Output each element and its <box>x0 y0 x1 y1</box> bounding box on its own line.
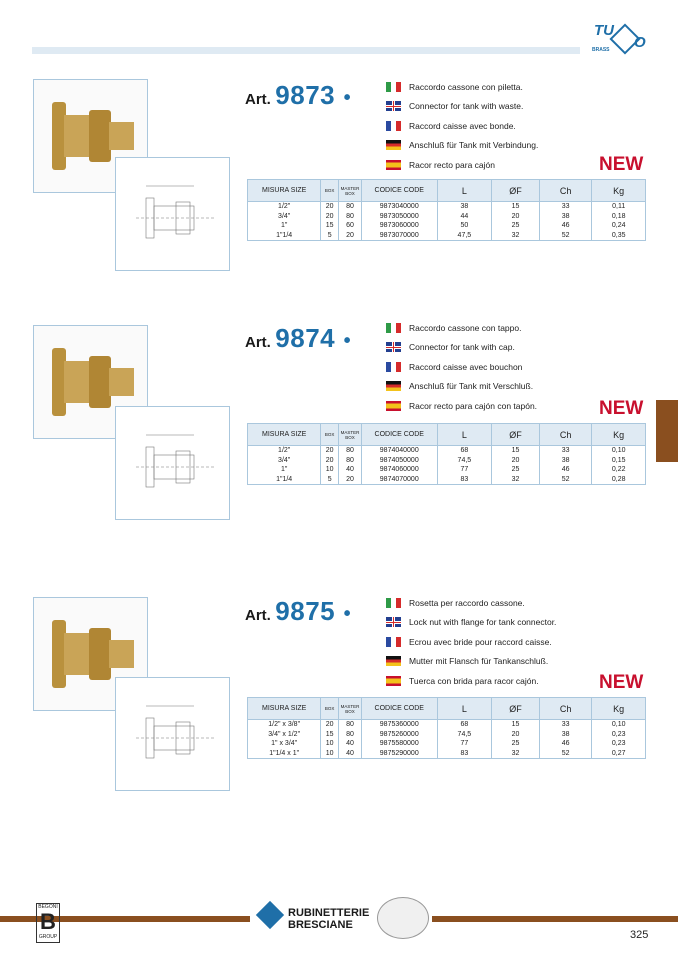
column-header: MASTER BOX <box>339 698 362 720</box>
table-row <box>248 456 646 466</box>
column-header: Ch <box>539 698 592 720</box>
table-cell: 9874070000 <box>361 475 437 485</box>
column-header: MISURA SIZE <box>248 424 321 446</box>
gb-flag-icon <box>386 617 401 627</box>
table-row <box>248 749 646 759</box>
table-cell: 52 <box>539 475 592 485</box>
table-cell: 0,24 <box>592 221 646 231</box>
table-cell: 60 <box>339 221 362 231</box>
table-cell: 33 <box>539 202 592 212</box>
table-cell: 1/2" <box>248 202 321 212</box>
company-diamond-icon <box>256 901 284 929</box>
description-item <box>386 77 616 97</box>
description-text: Anschluß für Tank mit Verbindung. <box>409 140 539 151</box>
article-label: Art. <box>245 334 271 351</box>
table-row <box>248 202 646 212</box>
description-text: Racor recto para cajón con tapón. <box>409 400 538 411</box>
column-header: Ch <box>539 424 592 446</box>
table-cell: 1" <box>248 221 321 231</box>
table-cell: 3/4" <box>248 456 321 466</box>
description-item <box>386 116 616 136</box>
description-text: Rosetta per raccordo cassone. <box>409 597 525 608</box>
iso-certification-seal <box>377 897 429 939</box>
table-cell: 0,22 <box>592 465 646 475</box>
column-header: BOX <box>321 698 339 720</box>
table-cell: 52 <box>539 749 592 759</box>
header-bar <box>32 47 580 54</box>
table-cell: 15 <box>492 202 540 212</box>
table-cell: 44 <box>437 212 492 222</box>
column-header: BOX <box>321 424 339 446</box>
table-cell: 74,5 <box>437 456 492 466</box>
table-cell: 20 <box>321 456 339 466</box>
column-header: Kg <box>592 698 646 720</box>
logo-o: O <box>634 34 646 51</box>
it-flag-icon <box>386 82 401 92</box>
table-cell: 1/2" x 3/8" <box>248 720 321 730</box>
table-cell: 68 <box>437 446 492 456</box>
bullet-dot: • <box>343 87 351 109</box>
column-header: BOX <box>321 180 339 202</box>
article-label: Art. <box>245 91 271 108</box>
table-cell: 9873040000 <box>361 202 437 212</box>
description-text: Ecrou avec bride pour raccord caisse. <box>409 636 552 647</box>
column-header: CODICE CODE <box>361 424 437 446</box>
table-cell: 9875360000 <box>361 720 437 730</box>
description-item <box>386 593 616 613</box>
new-badge: NEW <box>599 398 644 419</box>
article-title <box>245 323 351 354</box>
table-row <box>248 221 646 231</box>
group-logo-bottom: GROUP <box>38 934 58 940</box>
column-header: MISURA SIZE <box>248 698 321 720</box>
table-row <box>248 475 646 485</box>
table-cell: 9875290000 <box>361 749 437 759</box>
new-badge: NEW <box>599 672 644 693</box>
description-text: Connector for tank with cap. <box>409 342 515 353</box>
spec-table <box>247 179 646 241</box>
table-row <box>248 212 646 222</box>
table-cell: 9875260000 <box>361 730 437 740</box>
es-flag-icon <box>386 401 401 411</box>
table-cell: 10 <box>321 465 339 475</box>
column-header: MASTER BOX <box>339 180 362 202</box>
table-cell: 0,10 <box>592 446 646 456</box>
table-cell: 83 <box>437 475 492 485</box>
technical-drawing <box>115 406 230 520</box>
column-header: ØF <box>492 424 540 446</box>
table-cell: 0,23 <box>592 730 646 740</box>
column-header: ØF <box>492 180 540 202</box>
column-header: CODICE CODE <box>361 180 437 202</box>
column-header: Kg <box>592 180 646 202</box>
column-header: L <box>437 180 492 202</box>
table-cell: 1" <box>248 465 321 475</box>
table-cell: 9874060000 <box>361 465 437 475</box>
technical-drawing <box>115 157 230 271</box>
gb-flag-icon <box>386 101 401 111</box>
description-item <box>386 632 616 652</box>
table-cell: 33 <box>539 446 592 456</box>
table-cell: 32 <box>492 749 540 759</box>
table-cell: 5 <box>321 475 339 485</box>
de-flag-icon <box>386 656 401 666</box>
table-cell: 20 <box>339 475 362 485</box>
table-cell: 1"1/4 x 1" <box>248 749 321 759</box>
table-cell: 68 <box>437 720 492 730</box>
table-cell: 80 <box>339 730 362 740</box>
column-header: MISURA SIZE <box>248 180 321 202</box>
table-cell: 80 <box>339 202 362 212</box>
table-cell: 3/4" <box>248 212 321 222</box>
table-row <box>248 231 646 241</box>
table-cell: 50 <box>437 221 492 231</box>
technical-drawing <box>115 677 230 791</box>
page-number: 325 <box>630 929 649 941</box>
table-cell: 40 <box>339 465 362 475</box>
table-cell: 77 <box>437 739 492 749</box>
description-text: Racor recto para cajón <box>409 159 495 170</box>
logo-tu: TU <box>594 22 614 39</box>
table-cell: 20 <box>492 456 540 466</box>
description-text: Connector for tank with waste. <box>409 101 524 112</box>
table-cell: 38 <box>437 202 492 212</box>
description-item <box>386 396 616 416</box>
table-cell: 25 <box>492 465 540 475</box>
table-cell: 9874050000 <box>361 456 437 466</box>
table-cell: 38 <box>539 456 592 466</box>
column-header: MASTER BOX <box>339 424 362 446</box>
description-item <box>386 377 616 397</box>
table-row <box>248 465 646 475</box>
table-cell: 0,10 <box>592 720 646 730</box>
table-cell: 9873070000 <box>361 231 437 241</box>
description-item <box>386 613 616 633</box>
table-cell: 0,27 <box>592 749 646 759</box>
table-cell: 0,15 <box>592 456 646 466</box>
description-item <box>386 357 616 377</box>
table-cell: 9873050000 <box>361 212 437 222</box>
table-cell: 20 <box>492 212 540 222</box>
table-cell: 0,23 <box>592 739 646 749</box>
new-badge: NEW <box>599 154 644 175</box>
description-item <box>386 97 616 117</box>
table-cell: 46 <box>539 739 592 749</box>
table-cell: 47,5 <box>437 231 492 241</box>
table-cell: 1" x 3/4" <box>248 739 321 749</box>
table-cell: 83 <box>437 749 492 759</box>
description-list <box>386 318 616 416</box>
fr-flag-icon <box>386 362 401 372</box>
description-item <box>386 652 616 672</box>
fr-flag-icon <box>386 121 401 131</box>
es-flag-icon <box>386 676 401 686</box>
company-logo <box>256 899 371 933</box>
table-cell: 15 <box>321 221 339 231</box>
table-cell: 1"1/4 <box>248 231 321 241</box>
fr-flag-icon <box>386 637 401 647</box>
turbo-brass-logo <box>592 20 652 56</box>
description-item <box>386 671 616 691</box>
group-logo-top: BEGONI <box>38 904 58 910</box>
article-number: 9873 <box>275 80 336 110</box>
table-row <box>248 446 646 456</box>
article-label: Art. <box>245 607 271 624</box>
table-cell: 46 <box>539 221 592 231</box>
es-flag-icon <box>386 160 401 170</box>
table-cell: 10 <box>321 749 339 759</box>
logo-sub: BRASS <box>592 47 610 53</box>
table-cell: 33 <box>539 720 592 730</box>
table-cell: 0,11 <box>592 202 646 212</box>
table-cell: 10 <box>321 739 339 749</box>
table-cell: 80 <box>339 456 362 466</box>
table-cell: 38 <box>539 212 592 222</box>
bullet-dot: • <box>343 330 351 352</box>
table-cell: 80 <box>339 720 362 730</box>
gb-flag-icon <box>386 342 401 352</box>
description-item <box>386 136 616 156</box>
table-cell: 80 <box>339 446 362 456</box>
description-text: Anschluß für Tank mit Verschluß. <box>409 381 534 392</box>
table-cell: 0,18 <box>592 212 646 222</box>
description-text: Lock nut with flange for tank connector. <box>409 617 557 628</box>
column-header: Kg <box>592 424 646 446</box>
article-title <box>245 80 351 111</box>
spec-table <box>247 423 646 485</box>
table-cell: 20 <box>321 212 339 222</box>
table-cell: 46 <box>539 465 592 475</box>
group-logo <box>36 903 60 943</box>
table-cell: 40 <box>339 749 362 759</box>
description-text: Raccordo cassone con tappo. <box>409 322 522 333</box>
description-text: Raccord caisse avec bouchon <box>409 361 523 372</box>
table-cell: 1/2" <box>248 446 321 456</box>
table-cell: 20 <box>321 720 339 730</box>
table-cell: 3/4" x 1/2" <box>248 730 321 740</box>
column-header: Ch <box>539 180 592 202</box>
table-cell: 80 <box>339 212 362 222</box>
column-header: CODICE CODE <box>361 698 437 720</box>
side-tab <box>656 400 678 462</box>
table-cell: 32 <box>492 231 540 241</box>
table-cell: 77 <box>437 465 492 475</box>
de-flag-icon <box>386 381 401 391</box>
spec-table <box>247 697 646 759</box>
description-list <box>386 593 616 691</box>
column-header: L <box>437 424 492 446</box>
table-cell: 15 <box>321 730 339 740</box>
column-header: L <box>437 698 492 720</box>
table-cell: 40 <box>339 739 362 749</box>
table-row <box>248 720 646 730</box>
article-number: 9874 <box>275 323 336 353</box>
table-cell: 38 <box>539 730 592 740</box>
description-text: Raccord caisse avec bonde. <box>409 120 516 131</box>
company-line1: RUBINETTERIE <box>288 907 370 919</box>
table-cell: 20 <box>339 231 362 241</box>
description-item <box>386 318 616 338</box>
description-item <box>386 338 616 358</box>
table-cell: 0,28 <box>592 475 646 485</box>
table-cell: 74,5 <box>437 730 492 740</box>
table-cell: 20 <box>492 730 540 740</box>
table-cell: 32 <box>492 475 540 485</box>
table-cell: 25 <box>492 221 540 231</box>
table-cell: 15 <box>492 446 540 456</box>
it-flag-icon <box>386 323 401 333</box>
table-cell: 0,35 <box>592 231 646 241</box>
table-cell: 25 <box>492 739 540 749</box>
table-cell: 9875580000 <box>361 739 437 749</box>
table-row <box>248 730 646 740</box>
de-flag-icon <box>386 140 401 150</box>
table-cell: 20 <box>321 446 339 456</box>
company-line2: BRESCIANE <box>288 919 353 931</box>
table-cell: 5 <box>321 231 339 241</box>
description-text: Mutter mit Flansch für Tankanschluß. <box>409 656 549 667</box>
description-text: Raccordo cassone con piletta. <box>409 81 523 92</box>
description-item <box>386 155 616 175</box>
table-cell: 15 <box>492 720 540 730</box>
table-cell: 9874040000 <box>361 446 437 456</box>
table-cell: 20 <box>321 202 339 212</box>
table-cell: 1"1/4 <box>248 475 321 485</box>
table-cell: 52 <box>539 231 592 241</box>
table-row <box>248 739 646 749</box>
table-cell: 9873060000 <box>361 221 437 231</box>
it-flag-icon <box>386 598 401 608</box>
description-list <box>386 77 616 175</box>
group-logo-letter: B <box>40 909 56 934</box>
footer-bar-right <box>432 916 678 922</box>
description-text: Tuerca con brida para racor cajón. <box>409 675 539 686</box>
article-number: 9875 <box>275 596 336 626</box>
bullet-dot: • <box>343 603 351 625</box>
column-header: ØF <box>492 698 540 720</box>
article-title <box>245 596 351 627</box>
